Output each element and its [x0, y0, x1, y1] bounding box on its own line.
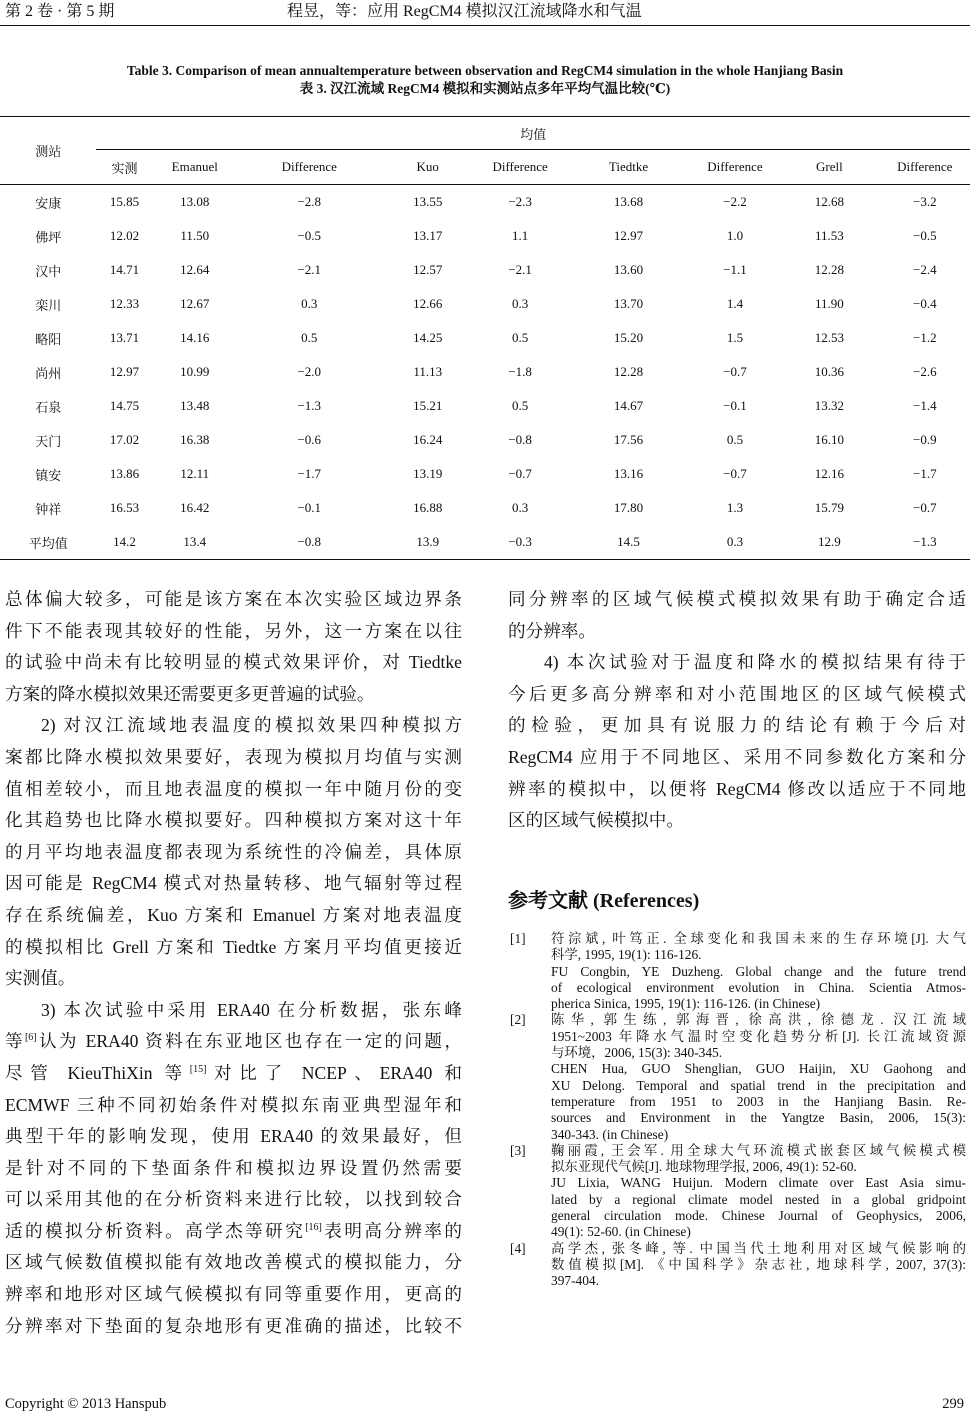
reference-line: JU Lixia, WANG Huijun. Modern climate over East Asia simu- [551, 1175, 966, 1191]
text-segment: 4) 本次试验对于温度和降水的模拟结果有待于 [544, 652, 966, 673]
text-line [5, 837, 462, 869]
text-segment: 辨率和地形对区域气候模拟有同等重要作用，更高的 [5, 1284, 462, 1305]
reference-line: lated by a regional climate model nested in a global gridpoint [551, 1191, 966, 1207]
table-cell: 16.53 [109, 500, 140, 515]
table-cell: 0.5 [511, 330, 529, 345]
reference-number: [1] [510, 931, 526, 946]
table-cell: −0.7 [723, 364, 747, 379]
table-cell: 17.02 [109, 432, 140, 447]
reference-line: XU Delong. Temporal and spatial trend in the precipitation and [551, 1077, 966, 1093]
text-segment: RegCM4 应用于不同地区、采用不同参数化方案和分 [508, 746, 966, 767]
reference-line: 1951~2003 年降水气温时空变化趋势分析[J]. 长江流域资源 [551, 1028, 966, 1044]
table-cell: −0.5 [912, 228, 937, 243]
column-header: Emanuel [171, 159, 218, 174]
table-cell: −0.8 [297, 534, 322, 549]
table-row [0, 185, 970, 220]
text-line [5, 1216, 462, 1248]
reference-line: 与环境，2006, 15(3): 340-345. [551, 1045, 723, 1061]
text-segment: 区的区域气候模拟中。 [508, 810, 684, 831]
table-cell: −2.2 [723, 194, 747, 209]
table-cell: 12.64 [180, 262, 210, 277]
text-segment: 可以采用其他的在分析资料来进行比较，以找到较合 [5, 1189, 462, 1210]
table-cell: −3.2 [912, 194, 937, 209]
reference-line: temperature from 1951 to 2003 in the Hanjiang Basin. Re- [551, 1093, 966, 1109]
table-cell: 13.68 [613, 194, 644, 209]
text-segment: 分辨率对下垫面的复杂地形有更准确的描述，比较不 [5, 1315, 462, 1336]
table-row [0, 219, 970, 253]
table-cell: −2.3 [508, 194, 532, 209]
header-rule [0, 25, 970, 26]
table-cell: 1.3 [726, 500, 744, 515]
text-segment: 是针对不同的下垫面条件和模拟边界设置仍然需要 [5, 1157, 462, 1178]
station-name: 钟祥 [35, 501, 62, 517]
table-cell: −0.6 [297, 432, 322, 447]
copyright: Copyright © 2013 Hanspub [5, 1396, 167, 1412]
table-cell: 14.16 [180, 330, 210, 345]
text-line [508, 774, 966, 806]
reference-list [508, 931, 966, 1290]
table-cell: 12.16 [814, 466, 844, 481]
table-cell: 1.0 [726, 228, 744, 243]
text-line [5, 1153, 462, 1185]
text-line [5, 1121, 462, 1153]
table-cell: 13.70 [613, 296, 644, 311]
table-cell: 13.19 [413, 466, 443, 481]
left-text-column [5, 584, 462, 1342]
table-cell: 12.02 [109, 228, 140, 243]
text-segment: 的试验中尚未有比较明显的模式效果评价，对 Tiedtke [5, 652, 462, 673]
table-cell: 15.20 [613, 330, 644, 345]
text-line [508, 616, 966, 648]
table-cell: 12.67 [180, 296, 210, 311]
table-cell: 16.24 [413, 432, 443, 447]
table-cell: −0.3 [508, 534, 532, 549]
citation: [6] [24, 1032, 37, 1044]
table-cell: 13.86 [109, 466, 140, 481]
table-cell: 14.71 [109, 262, 140, 277]
reference-line: FU Congbin, YE Duzheng. Global change and the future trend [551, 963, 966, 979]
table-cell: −2.8 [297, 194, 322, 209]
table-cell: −2.0 [297, 364, 322, 379]
text-segment: 等 [5, 1031, 25, 1052]
text-segment: 实测值。 [5, 968, 76, 989]
reference-line: 拟东亚现代气候[J]. 地球物理学报, 2006, 49(1): 52-60. [551, 1159, 857, 1175]
text-segment: 总体偏大较多，可能是该方案在本次实验区域边界条 [5, 589, 462, 609]
table-cell: 14.25 [413, 330, 443, 345]
text-segment: 同分辨率的区域气候模式模拟效果有助于确定合适 [508, 589, 966, 609]
references-heading: 参考文献 (References) [508, 890, 700, 912]
table-cell: 15.21 [413, 398, 443, 413]
table-cell: 14.5 [617, 534, 640, 549]
table-cell: 1.5 [726, 330, 744, 345]
reference-item [508, 1143, 966, 1241]
text-segment: 3) 本次试验中采用 ERA40 在分析数据，张东峰 [41, 999, 462, 1020]
table-cell: −1.7 [297, 466, 322, 481]
text-segment: 值相差较小，而且地表温度的模拟一年中随月份的变 [5, 778, 462, 799]
table-cell: −1.3 [297, 398, 322, 413]
text-line [5, 805, 462, 837]
table-cell: 16.42 [180, 500, 210, 515]
table-cell: −1.1 [723, 262, 747, 277]
station-name: 安康 [35, 195, 62, 211]
table-row [0, 287, 970, 321]
reference-line: 鞠丽霞, 王会军. 用全球大气环流模式嵌套区域气候模式模 [551, 1142, 966, 1158]
table-cell: −1.8 [508, 364, 532, 379]
text-line [5, 710, 462, 742]
table-cell: 0.3 [726, 534, 744, 549]
table-cell: 13.55 [413, 194, 443, 209]
table-cell: 0.5 [726, 432, 744, 447]
table-cell: 12.97 [109, 364, 140, 379]
table-cell: 17.56 [613, 432, 644, 447]
table-cell: −0.7 [508, 466, 532, 481]
table-cell: −1.7 [912, 466, 937, 481]
table-cell: −0.5 [297, 228, 322, 243]
table-cell: 14.75 [109, 398, 140, 413]
text-segment: 的模拟相比 Grell 方案和 Tiedtke 方案月平均值更接近 [5, 936, 462, 957]
table-cell: 13.9 [416, 534, 440, 549]
page-number: 299 [942, 1396, 964, 1412]
table-cell: −0.1 [723, 398, 747, 413]
table-cell: 15.79 [814, 500, 844, 515]
text-segment: 典型干年的影响发现，使用 ERA40 的效果最好，但 [5, 1126, 462, 1147]
text-segment: 案都比降水模拟效果要好，表现为模拟月均值与实测 [5, 746, 462, 767]
text-segment: 辨率的模拟中，以便将 RegCM4 修改以适应于不同地 [508, 778, 966, 799]
table-cell: 16.88 [413, 500, 443, 515]
text-segment: 的分辨率。 [508, 620, 596, 641]
table-cell: 12.97 [613, 228, 644, 243]
citation: [16] [305, 1221, 322, 1233]
text-line [5, 868, 462, 900]
station-name: 汉中 [35, 263, 62, 279]
table-cell: 12.53 [814, 330, 844, 345]
text-line [508, 679, 966, 711]
text-line [5, 1184, 462, 1216]
text-segment: 件下不能表现其较好的性能，另外，这一方案在以往 [5, 620, 462, 641]
table-cell: −0.7 [912, 500, 937, 515]
table-row [0, 525, 970, 560]
reference-line: of ecological environment evolution in China. Scientia Atmos- [551, 979, 966, 995]
table-row [0, 355, 970, 389]
text-line [5, 1279, 462, 1311]
text-segment: 的检验，更加具有说服力的结论有赖于今后对 [508, 715, 966, 736]
table-row [0, 389, 970, 423]
text-line [5, 1026, 462, 1058]
table-cell: −0.7 [723, 466, 747, 481]
text-segment: 的月平均地表温度都表现为系统性的冷偏差，具体原 [5, 841, 462, 862]
text-line [5, 1058, 462, 1090]
reference-number: [4] [510, 1240, 526, 1256]
table-cell: −0.9 [912, 432, 937, 447]
text-line [5, 679, 462, 711]
station-name: 石泉 [35, 399, 62, 415]
table-cell: 13.16 [613, 466, 644, 481]
reference-item [508, 1241, 966, 1290]
table-caption-en: Table 3. Comparison of mean annualtemperature between observation and RegCM4 simulation in the whole Hanjiang Basin [126, 63, 844, 78]
table-cell: 14.67 [613, 398, 644, 413]
column-header: Kuo [416, 159, 439, 174]
table-cell: 17.80 [613, 500, 644, 515]
reference-line: 高学杰, 张冬峰, 等. 中国当代土地利用对区域气候影响的 [551, 1240, 966, 1256]
text-line [5, 1090, 462, 1122]
text-line [5, 774, 462, 806]
reference-item [508, 1012, 966, 1142]
text-segment: 存在系统偏差，Kuo 方案和 Emanuel 方案对地表温度 [5, 904, 462, 925]
text-line [5, 963, 462, 995]
table-cell: −1.3 [912, 534, 937, 549]
column-header: Grell [816, 159, 843, 174]
text-line [5, 1311, 462, 1343]
reference-number: [2] [510, 1012, 526, 1028]
table-cell: 12.33 [109, 296, 140, 311]
table-cell: −0.8 [508, 432, 532, 447]
text-line [5, 932, 462, 964]
station-name: 天门 [35, 433, 62, 449]
table-cell: −2.4 [912, 262, 937, 277]
reference-line: pherica Sinica, 1995, 19(1): 116-126. (in Chinese) [551, 996, 821, 1012]
text-segment: 认为 ERA40 资料在东亚地区也存在一定的问题， [36, 1031, 462, 1052]
text-segment: 尽管 KieuThiXin 等 [5, 1062, 190, 1083]
table-cell: 14.2 [113, 534, 136, 549]
text-line [508, 805, 966, 837]
reference-line: 397-404. [551, 1273, 599, 1289]
table-cell: 13.4 [183, 534, 207, 549]
journal-volume-issue: 第 2 卷 · 第 5 期 [5, 3, 115, 20]
table-cell: 12.28 [613, 364, 644, 379]
table-row [0, 423, 970, 457]
table-cell: 13.32 [814, 398, 844, 413]
table-cell: 11.50 [180, 228, 210, 243]
table-cell: 12.9 [817, 534, 841, 549]
table-cell: 15.85 [109, 194, 140, 209]
table-cell: 0.3 [301, 296, 318, 311]
text-line [508, 584, 966, 616]
reference-number: [3] [510, 1142, 526, 1158]
citation: [15] [189, 1063, 207, 1075]
table-cell: −1.4 [912, 398, 937, 413]
table-cell: 16.38 [180, 432, 210, 447]
table-cell: 0.3 [511, 500, 529, 515]
table-row [0, 321, 970, 355]
table-cell: −0.4 [912, 296, 937, 311]
table-cell: 12.66 [413, 296, 443, 311]
station-name: 镇安 [35, 467, 62, 483]
text-segment: 对比了 NCEP、ERA40 和 [206, 1062, 462, 1083]
table-cell: −2.6 [912, 364, 937, 379]
table-row [0, 253, 970, 287]
text-line [508, 647, 966, 679]
station-name: 尚州 [35, 365, 62, 381]
column-header: Difference [897, 159, 953, 174]
text-segment: 今后更多高分辨率和对小范围地区的区域气候模式 [508, 683, 966, 704]
temperature-comparison-table [0, 116, 970, 560]
text-segment: 方案的降水模拟效果还需要更多更普遍的试验。 [5, 683, 375, 704]
table-cell: 11.53 [814, 228, 844, 243]
table-cell: −1.2 [912, 330, 937, 345]
reference-line: 陈华, 郭生练, 郭海晋, 徐高洪, 徐德龙. 汉江流域 [551, 1012, 966, 1028]
mean-group-header: 均值 [96, 117, 970, 150]
column-header: Difference [492, 159, 548, 174]
table-row [0, 491, 970, 525]
table-cell: 11.90 [814, 296, 844, 311]
reference-line: general circulation mode. Chinese Journal of Geophysics, 2006, [551, 1208, 966, 1224]
table-cell: −0.1 [297, 500, 322, 515]
table-cell: 10.99 [180, 364, 210, 379]
table-cell: 13.71 [109, 330, 140, 345]
table-cell: 0.5 [511, 398, 529, 413]
text-line [5, 742, 462, 774]
text-segment: 因可能是 RegCM4 模式对热量转移、地气辐射等过程 [5, 873, 462, 894]
station-name: 栾川 [35, 297, 62, 313]
text-segment: 2) 对汉江流域地表温度的模拟效果四种模拟方 [41, 715, 462, 736]
table-cell: −2.1 [297, 262, 322, 277]
station-name: 平均值 [28, 535, 68, 551]
reference-line: 符淙斌, 叶笃正. 全球变化和我国未来的生存环境[J]. 大气 [551, 931, 966, 946]
reference-line: 数值模拟[M]. 《中国科学》杂志社, 地球科学, 2007, 37(3): [551, 1256, 966, 1272]
reference-line: 科学, 1995, 19(1): 116-126. [551, 947, 702, 963]
reference-item [508, 931, 966, 1012]
table-cell: 13.60 [613, 262, 644, 277]
station-header: 测站 [35, 144, 62, 159]
text-segment: ECMWF 三种不同初始条件对模拟东南亚典型湿年和 [5, 1094, 462, 1115]
column-header: Tiedtke [608, 159, 649, 174]
right-text-column [508, 584, 966, 837]
column-header: Difference [281, 159, 337, 174]
text-segment: 化其趋势也比降水模拟要好。四种模拟方案对这十年 [5, 810, 462, 831]
table-cell: 13.08 [180, 194, 210, 209]
table-cell: 13.17 [413, 228, 443, 243]
station-name: 略阳 [35, 331, 62, 347]
table-caption-cn: 表 3. 汉江流域 RegCM4 模拟和实测站点多年平均气温比较(℃) [299, 81, 671, 96]
table-cell: 12.28 [814, 262, 844, 277]
table-cell: −2.1 [508, 262, 532, 277]
running-title: 程昱，等：应用 RegCM4 模拟汉江流域降水和气温 [287, 3, 642, 20]
reference-line: sources and Environment in the Yangtze Basin, 2006, 15(3): [551, 1110, 966, 1126]
table-cell: 12.57 [413, 262, 443, 277]
table-cell: 0.5 [301, 330, 318, 345]
table-cell: 12.11 [180, 466, 210, 481]
reference-line: 49(1): 52-60. (in Chinese) [551, 1224, 691, 1240]
column-header: 实测 [111, 160, 138, 176]
text-segment: 区域气候数值模拟能有效地改善模式的模拟能力，分 [5, 1252, 462, 1273]
column-header: Difference [707, 159, 763, 174]
text-line [508, 742, 966, 774]
table-cell: 16.10 [814, 432, 844, 447]
text-line [5, 647, 462, 679]
reference-line: 340-343. (in Chinese) [551, 1126, 669, 1142]
table-cell: 1.4 [726, 296, 744, 311]
text-line [5, 995, 462, 1027]
table-cell: 12.68 [814, 194, 844, 209]
text-line [5, 1247, 462, 1279]
text-line [5, 900, 462, 932]
table-row [0, 457, 970, 491]
table-cell: 1.1 [511, 228, 529, 243]
table-cell: 0.3 [511, 296, 529, 311]
text-line [5, 616, 462, 648]
table-cell: 13.48 [180, 398, 210, 413]
text-line [508, 710, 966, 742]
station-name: 佛坪 [35, 229, 62, 245]
text-segment: 表明高分辨率的 [321, 1220, 462, 1241]
table-cell: 10.36 [814, 364, 844, 379]
table-cell: 11.13 [413, 364, 443, 379]
reference-line: CHEN Hua, GUO Shenglian, GUO Haijin, XU Gaohong and [551, 1061, 966, 1077]
text-line [5, 584, 462, 616]
text-segment: 适的模拟分析资料。高学杰等研究 [5, 1220, 306, 1241]
